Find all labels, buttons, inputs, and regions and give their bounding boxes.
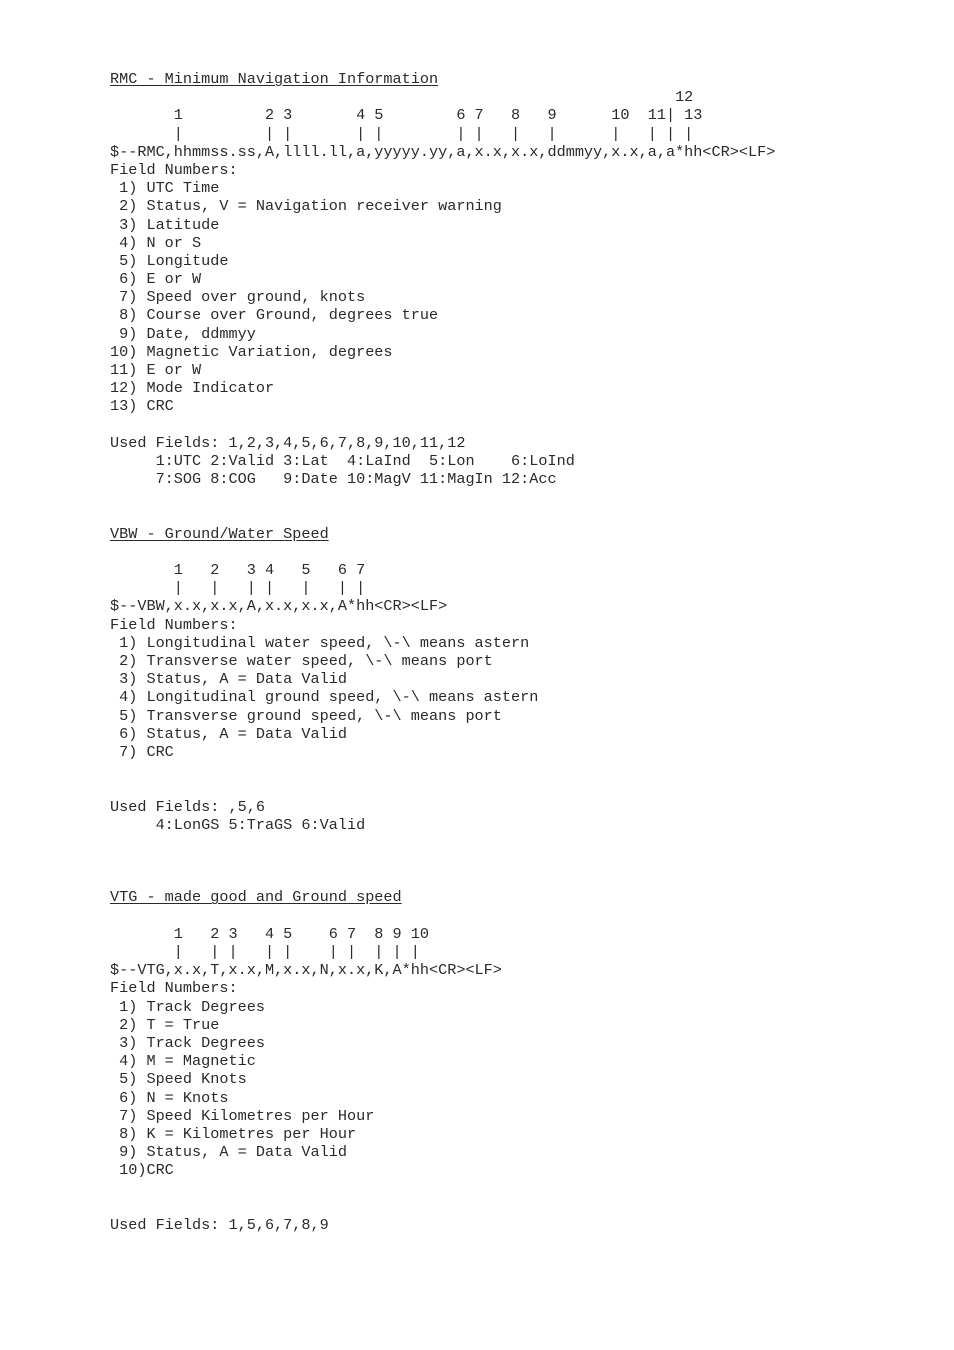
rmc-field-item: 3) Latitude: [110, 215, 220, 234]
vbw-sentence-format: $--VBW,x.x,x.x,A,x.x,x.x,A*hh<CR><LF>: [110, 597, 448, 616]
vtg-field-item: 4) M = Magnetic: [110, 1052, 256, 1071]
vtg-field-item: 5) Speed Knots: [110, 1070, 247, 1089]
blank-line: [110, 852, 910, 870]
rmc-field-number-row-top: 12: [110, 88, 694, 107]
vbw-field-bar-row: | | | | | | |: [110, 579, 366, 598]
rmc-field-item: 5) Longitude: [110, 251, 229, 270]
vtg-sentence-format: $--VTG,x.x,T,x.x,M,x.x,N,x.x,K,A*hh<CR><LF>: [110, 961, 502, 980]
rmc-field-item: 10) Magnetic Variation, degrees: [110, 342, 393, 361]
vbw-field-item: 4) Longitudinal ground speed, \-\ means astern: [110, 688, 539, 707]
vtg-field-item: 7) Speed Kilometres per Hour: [110, 1106, 375, 1125]
vtg-field-item: 2) T = True: [110, 1015, 220, 1034]
vbw-field-header: Field Numbers:: [110, 615, 238, 634]
rmc-field-item: 12) Mode Indicator: [110, 379, 275, 398]
vtg-field-item: 3) Track Degrees: [110, 1033, 265, 1052]
blank-line: [110, 907, 910, 925]
vtg-section: [110, 888, 910, 1234]
vbw-field-item: 3) Status, A = Data Valid: [110, 670, 347, 689]
rmc-field-bar-row: | | | | | | | | | | | | |: [110, 124, 694, 143]
blank-line: [110, 507, 910, 525]
blank-line: [110, 1179, 910, 1197]
vtg-field-item: 6) N = Knots: [110, 1088, 229, 1107]
document-page: [110, 70, 910, 1234]
vbw-title: VBW - Ground/Water Speed: [110, 524, 329, 543]
rmc-field-item: 8) Course over Ground, degrees true: [110, 306, 439, 325]
vtg-field-bar-row: | | | | | | | | | |: [110, 943, 420, 961]
rmc-used-fields: Used Fields: 1,2,3,4,5,6,7,8,9,10,11,12: [110, 433, 466, 452]
vtg-field-item: 1) Track Degrees: [110, 997, 265, 1016]
vbw-section: [110, 525, 910, 834]
vtg-field-number-row: 1 2 3 4 5 6 7 8 9 10: [110, 924, 429, 943]
rmc-title: RMC - Minimum Navigation Information: [110, 70, 439, 88]
rmc-used-legend-line: 7:SOG 8:COG 9:Date 10:MagV 11:MagIn 12:Acc: [110, 470, 557, 489]
rmc-field-item: 6) E or W: [110, 270, 202, 289]
rmc-field-item: 13) CRC: [110, 397, 174, 416]
rmc-field-number-row: 1 2 3 4 5 6 7 8 9 10 11| 13: [110, 106, 703, 125]
vtg-field-item: 10)CRC: [110, 1161, 174, 1180]
blank-line: [110, 870, 910, 888]
blank-line: [110, 779, 910, 797]
rmc-field-item: 7) Speed over ground, knots: [110, 288, 366, 307]
vbw-field-item: 2) Transverse water speed, \-\ means port: [110, 652, 493, 670]
rmc-field-item: 9) Date, ddmmyy: [110, 324, 256, 343]
vtg-field-item: 8) K = Kilometres per Hour: [110, 1124, 357, 1143]
vtg-title: VTG - made good and Ground speed: [110, 888, 402, 907]
rmc-field-header: Field Numbers:: [110, 160, 238, 179]
rmc-field-item: 1) UTC Time: [110, 179, 220, 198]
blank-line: [110, 761, 910, 779]
vbw-field-item: 7) CRC: [110, 742, 174, 761]
blank-line: [110, 488, 910, 506]
rmc-sentence-format: $--RMC,hhmmss.ss,A,llll.ll,a,yyyyy.yy,a,x.x,x.x,ddmmyy,x.x,a,a*hh<CR><LF>: [110, 142, 776, 161]
rmc-used-legend-line: 1:UTC 2:Valid 3:Lat 4:LaInd 5:Lon 6:LoInd: [110, 451, 575, 470]
rmc-field-item: 2) Status, V = Navigation receiver warning: [110, 197, 502, 216]
vbw-field-item: 1) Longitudinal water speed, \-\ means astern: [110, 633, 530, 652]
blank-line: [110, 1198, 910, 1216]
vbw-field-item: 5) Transverse ground speed, \-\ means port: [110, 706, 502, 725]
vtg-used-fields: Used Fields: 1,5,6,7,8,9: [110, 1215, 329, 1234]
rmc-field-item: 4) N or S: [110, 233, 202, 252]
vbw-field-item: 6) Status, A = Data Valid: [110, 724, 347, 743]
blank-line: [110, 834, 910, 852]
blank-line: [110, 416, 910, 434]
vtg-field-header: Field Numbers:: [110, 979, 238, 998]
vbw-used-fields: Used Fields: ,5,6: [110, 797, 265, 816]
rmc-section: [110, 70, 910, 488]
vbw-field-number-row: 1 2 3 4 5 6 7: [110, 561, 366, 580]
rmc-field-item: 11) E or W: [110, 361, 202, 379]
vtg-field-item: 9) Status, A = Data Valid: [110, 1143, 347, 1162]
blank-line: [110, 543, 910, 561]
vbw-used-legend-line: 4:LonGS 5:TraGS 6:Valid: [110, 815, 366, 834]
